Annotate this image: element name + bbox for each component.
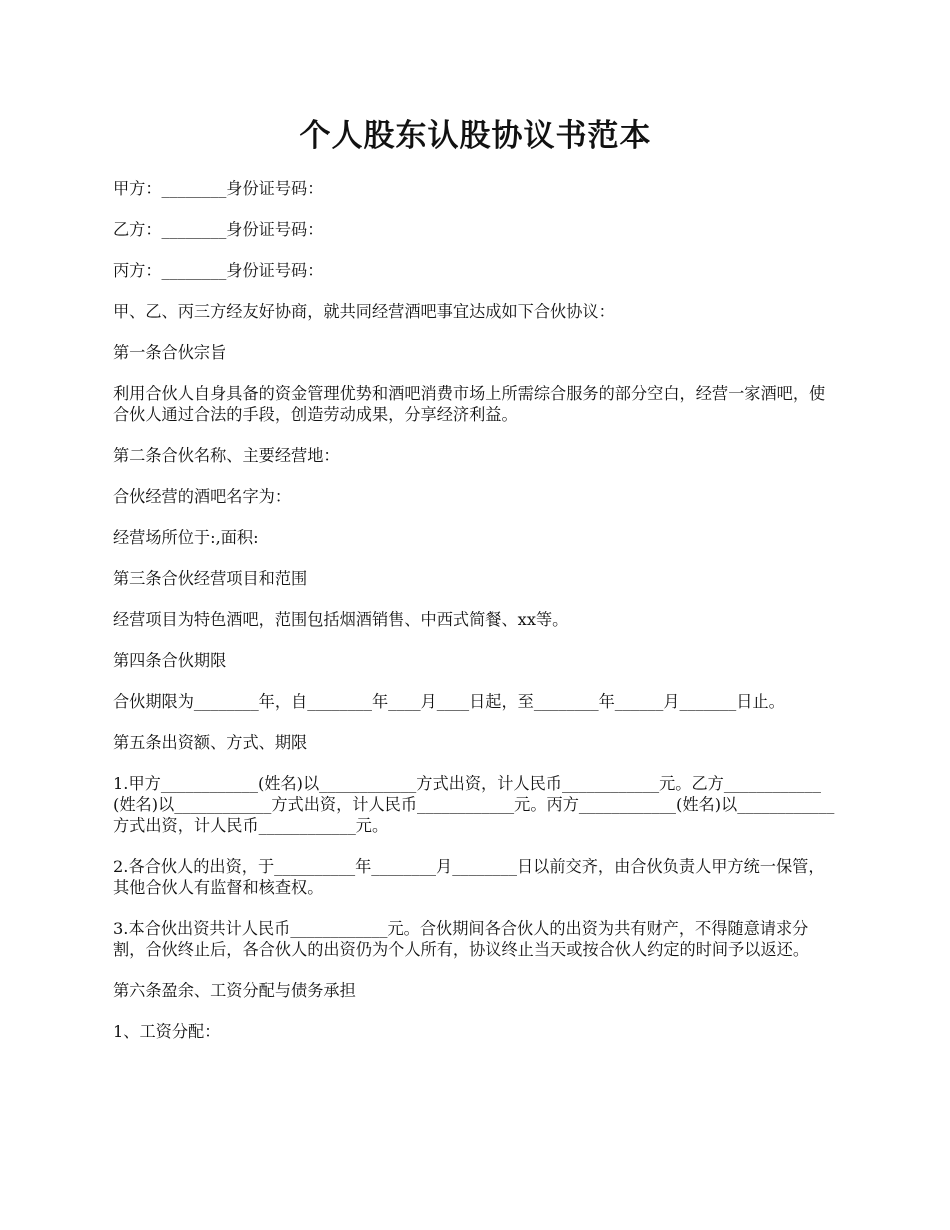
article-2-heading: 第二条合伙名称、主要经营地：	[113, 446, 340, 465]
article-3-body: 经营项目为特色酒吧，范围包括烟酒销售、中西式简餐、xx等。	[113, 610, 569, 629]
article-6-clause-1: 1、工资分配：	[113, 1022, 221, 1041]
article-5-heading: 第五条出资额、方式、期限	[113, 733, 308, 752]
intro-paragraph: 甲、乙、丙三方经友好协商，就共同经营酒吧事宜达成如下合伙协议：	[113, 302, 615, 321]
party-b-line: 乙方：________身份证号码：	[113, 220, 324, 239]
article-5-clause-1: 1.甲方____________(姓名)以____________方式出资，计人民币____________元。乙方____________(姓名)以____________方式出资，计人民币____________元。丙方____________(姓名)以____________方式出资，计人民币____________元。	[113, 774, 835, 835]
party-c-line: 丙方：________身份证号码：	[113, 261, 324, 280]
article-5-clause-2: 2.各合伙人的出资，于__________年________月________日以前交齐，由合伙负责人甲方统一保管，其他合伙人有监督和核查权。	[113, 857, 825, 897]
document-title: 个人股东认股协议书范本	[299, 118, 652, 154]
bar-name-line: 合伙经营的酒吧名字为：	[113, 487, 292, 506]
location-line: 经营场所位于:,面积:	[113, 528, 259, 547]
article-1-heading: 第一条合伙宗旨	[113, 343, 227, 362]
article-5-clause-3: 3.本合伙出资共计人民币____________元。合伙期间各合伙人的出资为共有财产，不得随意请求分割，合伙终止后，各合伙人的出资仍为个人所有，协议终止当天或按合伙人约定的时间予以返还。	[113, 919, 810, 959]
article-1-body: 利用合伙人自身具备的资金管理优势和酒吧消费市场上所需综合服务的部分空白，经营一家酒吧，使合伙人通过合法的手段，创造劳动成果，分享经济利益。	[113, 384, 826, 424]
article-4-heading: 第四条合伙期限	[113, 651, 227, 670]
party-a-line: 甲方：________身份证号码：	[113, 179, 324, 198]
article-6-heading: 第六条盈余、工资分配与债务承担	[113, 981, 356, 1000]
article-4-body: 合伙期限为________年，自________年____月____日起，至________年______月_______日止。	[113, 692, 785, 711]
spacer	[113, 156, 838, 178]
article-3-heading: 第三条合伙经营项目和范围	[113, 569, 308, 588]
